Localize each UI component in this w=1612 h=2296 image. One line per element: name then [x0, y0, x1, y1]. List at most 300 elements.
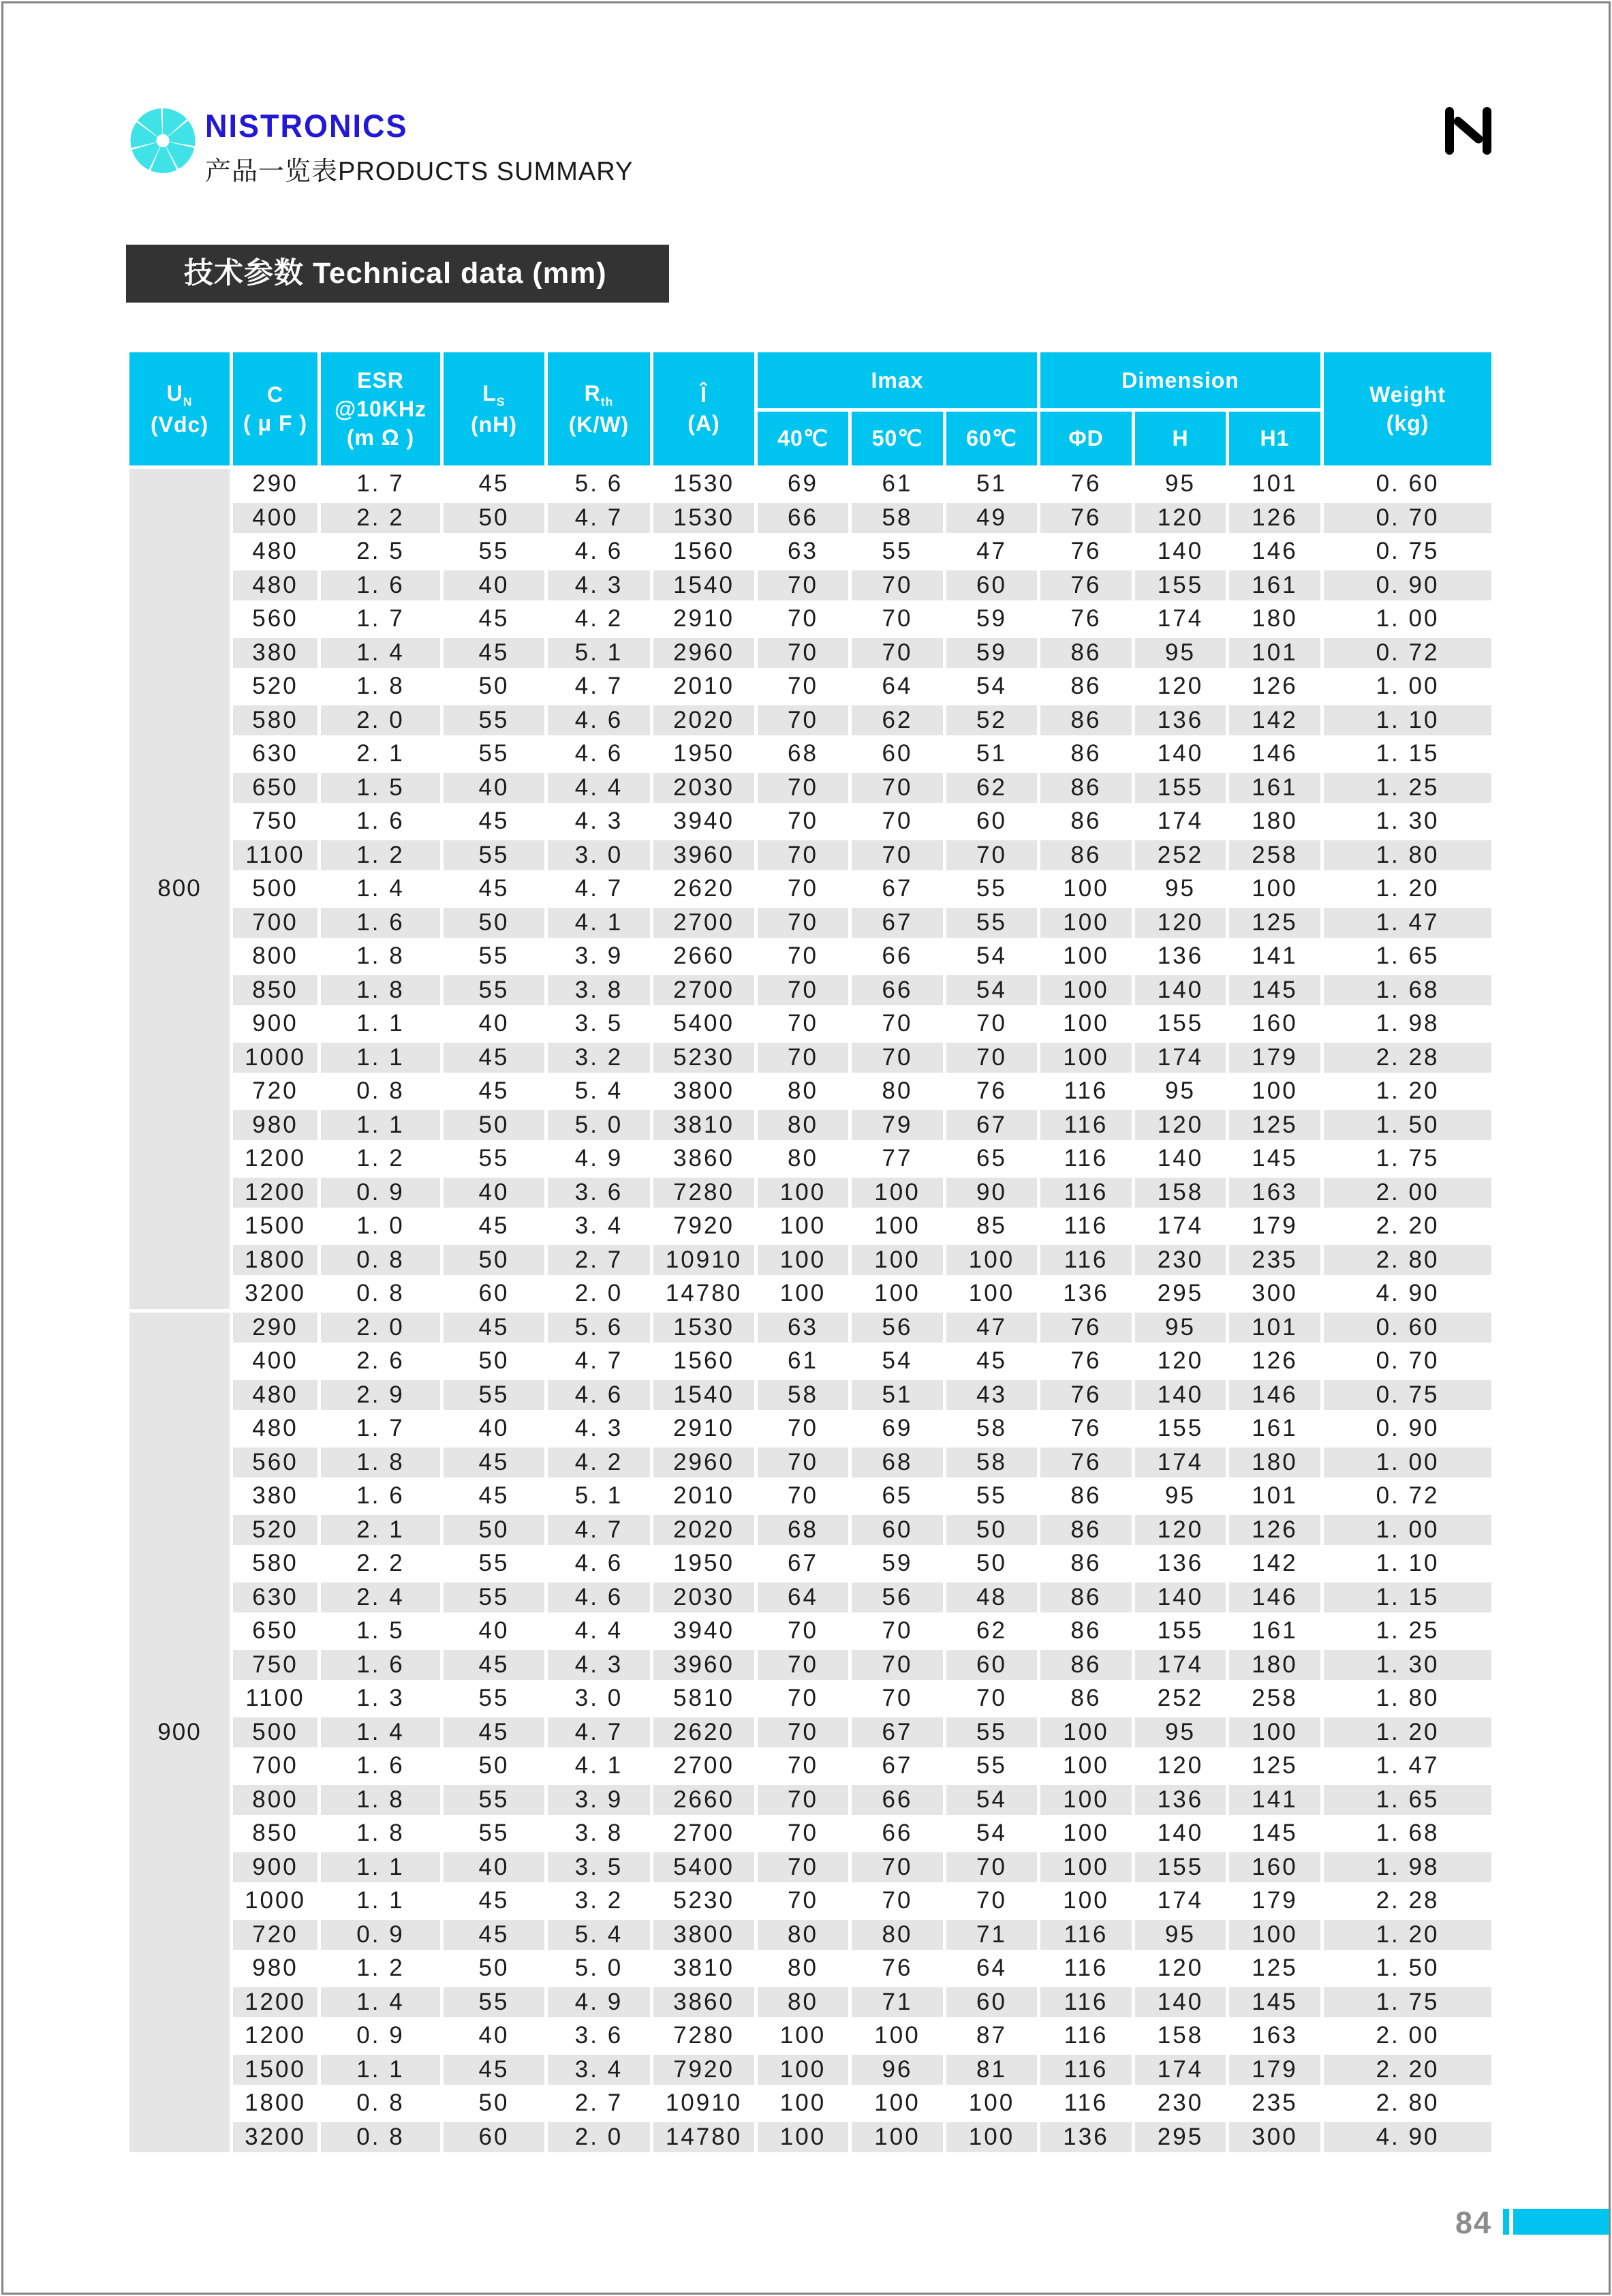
cell: 750	[232, 1648, 320, 1682]
table-row	[128, 1817, 1493, 1851]
cell: 55	[945, 1749, 1039, 1784]
cell: 47	[945, 535, 1039, 569]
cell: 1. 1	[320, 1108, 442, 1142]
cell: 50	[442, 1749, 546, 1784]
cell: 140	[1134, 1580, 1228, 1614]
col-header-peak-current: Î (A)	[652, 351, 756, 468]
cell: 5. 4	[546, 1075, 652, 1109]
table-row	[128, 1850, 1493, 1884]
cell: 100	[850, 2120, 945, 2154]
cell: 7920	[652, 1210, 756, 1244]
cell: 3. 8	[546, 973, 652, 1007]
cell: 55	[442, 973, 546, 1007]
cell: 5400	[652, 1007, 756, 1041]
col-header-dimension-group: Dimension	[1039, 351, 1322, 410]
table-row	[128, 2053, 1493, 2087]
cell: 76	[1039, 602, 1134, 637]
cell: 480	[232, 1412, 320, 1446]
cell: 1000	[232, 1041, 320, 1075]
cell: 45	[442, 1648, 546, 1682]
cell: 1. 1	[320, 1041, 442, 1075]
cell: 43	[945, 1378, 1039, 1412]
cell: 100	[945, 1243, 1039, 1277]
cell: 50	[945, 1513, 1039, 1547]
cell: 5230	[652, 1041, 756, 1075]
cell: 64	[945, 1952, 1039, 1986]
cell: 116	[1039, 2019, 1134, 2053]
cell: 142	[1228, 703, 1322, 737]
cell: 4. 6	[546, 1378, 652, 1412]
cell: 120	[1134, 1108, 1228, 1142]
cell: 1. 5	[320, 1614, 442, 1649]
cell: 70	[850, 636, 945, 670]
cell: 100	[1039, 1715, 1134, 1749]
cell: 2620	[652, 1715, 756, 1749]
cell: 1. 7	[320, 468, 442, 502]
cell: 7920	[652, 2053, 756, 2087]
table-row	[128, 1783, 1493, 1817]
cell: 2620	[652, 872, 756, 906]
cell: 1. 8	[320, 1817, 442, 1851]
cell: 67	[850, 1749, 945, 1784]
cell: 235	[1228, 2087, 1322, 2121]
table-row	[128, 872, 1493, 906]
cell: 146	[1228, 1580, 1322, 1614]
cell: 1. 4	[320, 1985, 442, 2019]
cell: 2. 0	[320, 703, 442, 737]
cell: 5. 6	[546, 468, 652, 502]
col-header-imax-60c: 60℃	[945, 410, 1039, 468]
cell: 55	[442, 1985, 546, 2019]
technical-data-table	[126, 349, 1495, 2156]
cell: 4. 7	[546, 670, 652, 704]
cell: 2. 0	[546, 1277, 652, 1311]
cell: 0. 90	[1322, 568, 1493, 602]
col-header-diameter: ΦD	[1039, 410, 1134, 468]
cell: 45	[945, 1345, 1039, 1379]
cell: 3. 2	[546, 1041, 652, 1075]
cell: 4. 4	[546, 771, 652, 805]
cell: 54	[945, 1783, 1039, 1817]
cell: 155	[1134, 1007, 1228, 1041]
cell: 126	[1228, 670, 1322, 704]
cell: 55	[945, 1480, 1039, 1514]
cell: 252	[1134, 838, 1228, 872]
cell: 520	[232, 670, 320, 704]
cell: 230	[1134, 1243, 1228, 1277]
cell: 55	[442, 535, 546, 569]
cell: 2. 1	[320, 1513, 442, 1547]
cell: 1. 30	[1322, 1648, 1493, 1682]
cell: 62	[945, 771, 1039, 805]
cell: 70	[850, 568, 945, 602]
cell: 1. 8	[320, 1783, 442, 1817]
cell: 81	[945, 2053, 1039, 2087]
cell: 70	[756, 940, 850, 974]
page-number: 84	[1455, 2205, 1492, 2240]
cell: 1540	[652, 568, 756, 602]
cell: 1. 7	[320, 602, 442, 637]
cell: 2. 80	[1322, 2087, 1493, 2121]
cell: 3960	[652, 1648, 756, 1682]
cell: 3940	[652, 805, 756, 839]
table-row	[128, 2120, 1493, 2154]
cell: 70	[756, 1648, 850, 1682]
cell: 67	[945, 1108, 1039, 1142]
table-row	[128, 1513, 1493, 1547]
cell: 174	[1134, 805, 1228, 839]
cell: 40	[442, 1412, 546, 1446]
cell: 2. 1	[320, 737, 442, 771]
cell: 76	[1039, 468, 1134, 502]
cell: 100	[756, 1210, 850, 1244]
cell: 50	[442, 1952, 546, 1986]
cell: 1. 8	[320, 1445, 442, 1480]
cell: 500	[232, 1715, 320, 1749]
cell: 252	[1134, 1682, 1228, 1716]
cell: 161	[1228, 568, 1322, 602]
cell: 2660	[652, 1783, 756, 1817]
cell: 70	[756, 1041, 850, 1075]
cell: 140	[1134, 535, 1228, 569]
cell: 55	[442, 1580, 546, 1614]
cell: 2. 00	[1322, 1176, 1493, 1210]
cell: 70	[756, 805, 850, 839]
cell: 1200	[232, 1985, 320, 2019]
cell: 45	[442, 1918, 546, 1952]
cell: 3200	[232, 1277, 320, 1311]
cell: 70	[756, 1850, 850, 1884]
cell: 70	[850, 1614, 945, 1649]
cell: 1. 50	[1322, 1952, 1493, 1986]
cell: 1. 15	[1322, 737, 1493, 771]
cell: 70	[850, 1682, 945, 1716]
cell: 45	[442, 1311, 546, 1345]
cell: 1. 4	[320, 636, 442, 670]
cell: 700	[232, 1749, 320, 1784]
cell: 800	[232, 940, 320, 974]
cell: 5. 0	[546, 1952, 652, 1986]
cell: 56	[850, 1580, 945, 1614]
cell: 1. 20	[1322, 1715, 1493, 1749]
cell: 76	[1039, 1445, 1134, 1480]
cell: 80	[850, 1075, 945, 1109]
cell: 140	[1134, 1817, 1228, 1851]
cell: 50	[442, 1243, 546, 1277]
cell: 55	[442, 737, 546, 771]
cell: 4. 6	[546, 1580, 652, 1614]
cell: 179	[1228, 1884, 1322, 1918]
cell: 136	[1134, 940, 1228, 974]
cell: 2960	[652, 1445, 756, 1480]
cell: 4. 2	[546, 1445, 652, 1480]
cell: 5. 1	[546, 636, 652, 670]
cell: 580	[232, 1547, 320, 1581]
cell: 95	[1134, 1715, 1228, 1749]
cell: 4. 4	[546, 1614, 652, 1649]
cell: 70	[945, 1850, 1039, 1884]
table-row	[128, 1176, 1493, 1210]
cell: 95	[1134, 468, 1228, 502]
cell: 155	[1134, 568, 1228, 602]
cell: 100	[1039, 1850, 1134, 1884]
cell: 174	[1134, 1445, 1228, 1480]
cell: 700	[232, 906, 320, 940]
cell: 1. 10	[1322, 703, 1493, 737]
cell: 140	[1134, 1985, 1228, 2019]
cell: 2. 7	[546, 2087, 652, 2121]
cell: 116	[1039, 1243, 1134, 1277]
cell: 163	[1228, 1176, 1322, 1210]
cell: 55	[442, 1783, 546, 1817]
cell: 2030	[652, 771, 756, 805]
cell: 1. 8	[320, 940, 442, 974]
table-row	[128, 468, 1493, 502]
cell: 155	[1134, 1614, 1228, 1649]
cell: 70	[756, 1817, 850, 1851]
cell: 100	[1039, 1749, 1134, 1784]
cell: 2. 20	[1322, 2053, 1493, 2087]
cell: 86	[1039, 1513, 1134, 1547]
cell: 3800	[652, 1075, 756, 1109]
cell: 65	[945, 1142, 1039, 1176]
table-row	[128, 1345, 1493, 1379]
cell: 1. 68	[1322, 973, 1493, 1007]
cell: 2700	[652, 1817, 756, 1851]
cell: 125	[1228, 1108, 1322, 1142]
cell: 100	[756, 2087, 850, 2121]
cell: 0. 72	[1322, 636, 1493, 670]
table-row	[128, 636, 1493, 670]
cell: 70	[850, 1041, 945, 1075]
cell: 0. 70	[1322, 501, 1493, 535]
cell: 40	[442, 568, 546, 602]
table-body	[128, 468, 1493, 2154]
cell: 80	[756, 1108, 850, 1142]
cell: 3. 9	[546, 940, 652, 974]
table-row	[128, 501, 1493, 535]
cell: 86	[1039, 670, 1134, 704]
cell: 140	[1134, 1142, 1228, 1176]
cell: 1. 6	[320, 1648, 442, 1682]
cell: 86	[1039, 636, 1134, 670]
cell: 2910	[652, 1412, 756, 1446]
cell: 125	[1228, 906, 1322, 940]
cell: 179	[1228, 2053, 1322, 2087]
col-header-height: H	[1134, 410, 1228, 468]
col-header-height1: H1	[1228, 410, 1322, 468]
cell: 179	[1228, 1210, 1322, 1244]
cell: 95	[1134, 1311, 1228, 1345]
cell: 70	[756, 1614, 850, 1649]
cell: 3. 2	[546, 1884, 652, 1918]
cell: 70	[756, 1715, 850, 1749]
table-row	[128, 940, 1493, 974]
cell: 125	[1228, 1952, 1322, 1986]
cell: 4. 7	[546, 501, 652, 535]
cell: 146	[1228, 737, 1322, 771]
cell: 70	[756, 973, 850, 1007]
cell: 58	[945, 1445, 1039, 1480]
cell: 3810	[652, 1108, 756, 1142]
cell: 3. 6	[546, 1176, 652, 1210]
cell: 45	[442, 1041, 546, 1075]
cell: 70	[756, 703, 850, 737]
cell: 45	[442, 1715, 546, 1749]
cell: 100	[850, 2019, 945, 2053]
col-header-ls: $L_S$ (nH)	[442, 351, 546, 468]
cell: 14780	[652, 2120, 756, 2154]
cell: 70	[756, 1007, 850, 1041]
cell: 146	[1228, 1378, 1322, 1412]
cell: 650	[232, 1614, 320, 1649]
cell: 3200	[232, 2120, 320, 2154]
cell: 0. 9	[320, 1176, 442, 1210]
cell: 900	[232, 1007, 320, 1041]
cell: 1. 20	[1322, 1075, 1493, 1109]
cell: 3. 5	[546, 1007, 652, 1041]
cell: 101	[1228, 468, 1322, 502]
cell: 1. 00	[1322, 602, 1493, 637]
cell: 174	[1134, 1648, 1228, 1682]
cell: 70	[756, 872, 850, 906]
cell: 86	[1039, 805, 1134, 839]
cell: 58	[945, 1412, 1039, 1446]
cell: 60	[850, 737, 945, 771]
table-row	[128, 1445, 1493, 1480]
cell: 180	[1228, 1445, 1322, 1480]
cell: 70	[756, 1412, 850, 1446]
cell: 1. 1	[320, 1007, 442, 1041]
cell: 70	[756, 568, 850, 602]
cell: 1. 6	[320, 906, 442, 940]
cell: 66	[850, 940, 945, 974]
cell: 174	[1134, 2053, 1228, 2087]
cell: 86	[1039, 1682, 1134, 1716]
cell: 900	[232, 1850, 320, 1884]
cell: 5. 1	[546, 1480, 652, 1514]
cell: 2. 28	[1322, 1884, 1493, 1918]
cell: 70	[756, 1480, 850, 1514]
cell: 55	[442, 1817, 546, 1851]
cell: 100	[1228, 1075, 1322, 1109]
col-header-esr: ESR @10KHz (m Ω )	[320, 351, 442, 468]
cell: 70	[756, 906, 850, 940]
table-row	[128, 1480, 1493, 1514]
cell: 141	[1228, 940, 1322, 974]
cell: 10910	[652, 2087, 756, 2121]
cell: 61	[850, 468, 945, 502]
cell: 54	[945, 940, 1039, 974]
cell: 3. 5	[546, 1850, 652, 1884]
table-row	[128, 1985, 1493, 2019]
cell: 2010	[652, 1480, 756, 1514]
cell: 1. 7	[320, 1412, 442, 1446]
cell: 1. 5	[320, 771, 442, 805]
col-header-un: $U_N$ (Vdc)	[128, 351, 232, 468]
cell: 1. 98	[1322, 1850, 1493, 1884]
cell: 1500	[232, 1210, 320, 1244]
cell: 4. 7	[546, 1715, 652, 1749]
cell: 0. 72	[1322, 1480, 1493, 1514]
cell: 50	[442, 501, 546, 535]
cell: 64	[850, 670, 945, 704]
footer-accent-bar-thin	[1503, 2209, 1509, 2235]
cell: 45	[442, 1210, 546, 1244]
cell: 1200	[232, 1142, 320, 1176]
cell: 7280	[652, 1176, 756, 1210]
cell: 980	[232, 1108, 320, 1142]
table-row	[128, 1277, 1493, 1311]
cell: 100	[756, 1243, 850, 1277]
cell: 0. 60	[1322, 1311, 1493, 1345]
cell: 70	[850, 805, 945, 839]
cell: 0. 90	[1322, 1412, 1493, 1446]
table-row	[128, 771, 1493, 805]
cell: 70	[850, 771, 945, 805]
cell: 100	[1228, 1715, 1322, 1749]
table-header	[128, 351, 1493, 468]
cell: 76	[1039, 568, 1134, 602]
cell: 720	[232, 1918, 320, 1952]
cell: 480	[232, 535, 320, 569]
cell: 120	[1134, 1345, 1228, 1379]
cell: 95	[1134, 1918, 1228, 1952]
cell: 2. 5	[320, 535, 442, 569]
cell: 66	[850, 1817, 945, 1851]
cell: 1. 30	[1322, 805, 1493, 839]
cell: 4. 3	[546, 1648, 652, 1682]
cell: 0. 8	[320, 1277, 442, 1311]
cell: 66	[756, 501, 850, 535]
cell: 258	[1228, 1682, 1322, 1716]
cell: 300	[1228, 2120, 1322, 2154]
cell: 1100	[232, 838, 320, 872]
cell: 62	[850, 703, 945, 737]
cell: 55	[442, 1142, 546, 1176]
aperture-logo-icon	[124, 106, 202, 175]
cell: 163	[1228, 2019, 1322, 2053]
cell: 116	[1039, 2087, 1134, 2121]
cell: 70	[945, 1041, 1039, 1075]
cell: 48	[945, 1580, 1039, 1614]
cell: 100	[1039, 872, 1134, 906]
cell: 3. 6	[546, 2019, 652, 2053]
cell: 86	[1039, 1580, 1134, 1614]
cell: 70	[756, 636, 850, 670]
cell: 4. 3	[546, 805, 652, 839]
cell: 50	[442, 670, 546, 704]
cell: 50	[945, 1547, 1039, 1581]
cell: 1. 65	[1322, 940, 1493, 974]
cell: 70	[756, 1445, 850, 1480]
cell: 1. 25	[1322, 1614, 1493, 1649]
cell: 2. 6	[320, 1345, 442, 1379]
cell: 80	[756, 1952, 850, 1986]
cell: 100	[1039, 940, 1134, 974]
cell: 2030	[652, 1580, 756, 1614]
cell: 295	[1134, 1277, 1228, 1311]
cell: 52	[945, 703, 1039, 737]
table-row	[128, 1547, 1493, 1581]
cell: 180	[1228, 805, 1322, 839]
cell: 40	[442, 2019, 546, 2053]
cell: 1800	[232, 2087, 320, 2121]
cell: 1. 4	[320, 872, 442, 906]
cell: 116	[1039, 2053, 1134, 2087]
cell: 136	[1134, 1783, 1228, 1817]
cell: 4. 7	[546, 872, 652, 906]
